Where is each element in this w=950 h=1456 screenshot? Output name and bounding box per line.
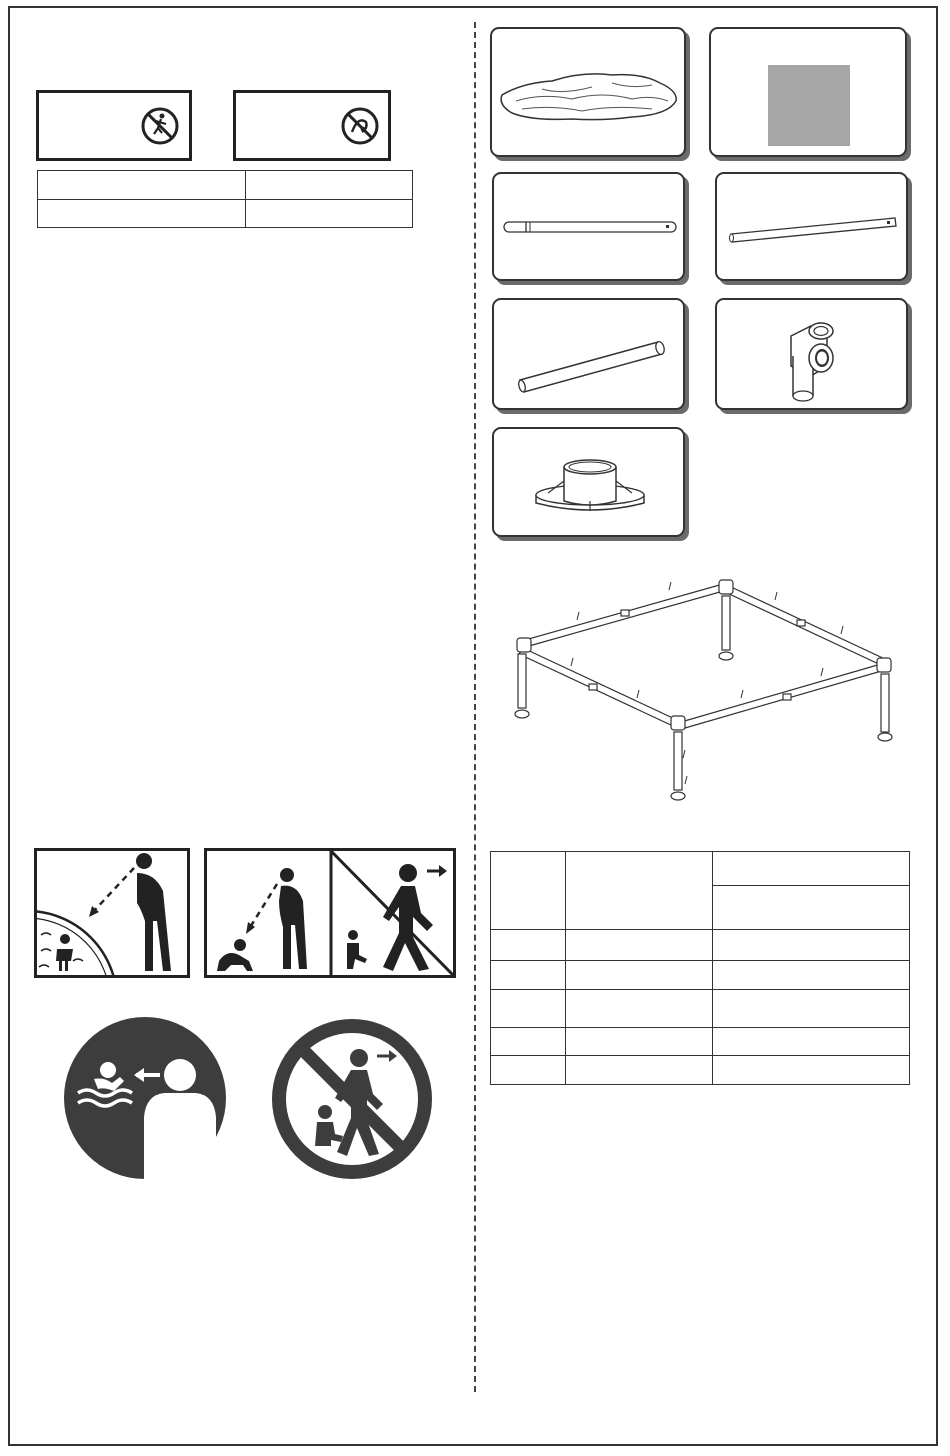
table-cell [713, 852, 910, 886]
table-row [491, 961, 910, 990]
supervise-child-sign [34, 848, 190, 978]
table-row [491, 1028, 910, 1056]
table-cell [491, 1028, 566, 1056]
table-cell [566, 852, 713, 930]
prohibited-leaving-child-icon [271, 1018, 433, 1180]
table-cell [491, 852, 566, 930]
table-cell [713, 886, 910, 930]
table-cell [491, 1056, 566, 1085]
leg-cap-icon [494, 429, 683, 535]
t-joint-icon [717, 300, 906, 408]
table-row [491, 1056, 910, 1085]
table-cell [38, 171, 246, 200]
leg-pipe-icon [494, 300, 683, 408]
table-cell [246, 171, 413, 200]
beam-icon [717, 174, 906, 279]
table-row [38, 200, 413, 228]
part-card-t-joint [715, 298, 908, 410]
table-cell [713, 961, 910, 990]
beam-with-pin-icon [494, 174, 683, 279]
table-cell [491, 930, 566, 961]
no-climbing-label [36, 90, 192, 161]
table-cell [566, 1056, 713, 1085]
table-cell [713, 930, 910, 961]
no-climbing-icon [140, 106, 180, 146]
adult-watching-child-icon [37, 851, 187, 975]
table-cell [713, 990, 910, 1028]
do-not-leave-child-icon [207, 851, 453, 975]
table-cell [713, 1056, 910, 1085]
table-row [38, 171, 413, 200]
table-cell [38, 200, 246, 228]
no-diving-icon [340, 106, 380, 146]
liner-icon [492, 29, 684, 155]
table-cell [566, 930, 713, 961]
ground-cloth-icon [768, 65, 850, 146]
part-card-beam-a [492, 172, 685, 281]
table-row [491, 852, 910, 886]
table-cell [491, 961, 566, 990]
column-divider [474, 22, 476, 1392]
part-card-ground-cloth [709, 27, 907, 157]
part-card-liner [490, 27, 686, 157]
table-cell [566, 1028, 713, 1056]
adult-rescue-swimmer-icon [64, 1017, 226, 1179]
table-cell [246, 200, 413, 228]
part-card-leg-cap [492, 427, 685, 537]
no-diving-label [233, 90, 391, 161]
table-row [491, 930, 910, 961]
table-cell [491, 990, 566, 1028]
spec-table [37, 170, 413, 228]
parts-table [490, 851, 910, 1085]
part-card-beam-b [715, 172, 908, 281]
table-cell [566, 990, 713, 1028]
table-row [491, 990, 910, 1028]
table-cell [566, 961, 713, 990]
frame-assembly-diagram [495, 570, 915, 810]
do-not-leave-child-sign [204, 848, 456, 978]
table-cell [713, 1028, 910, 1056]
part-card-leg [492, 298, 685, 410]
